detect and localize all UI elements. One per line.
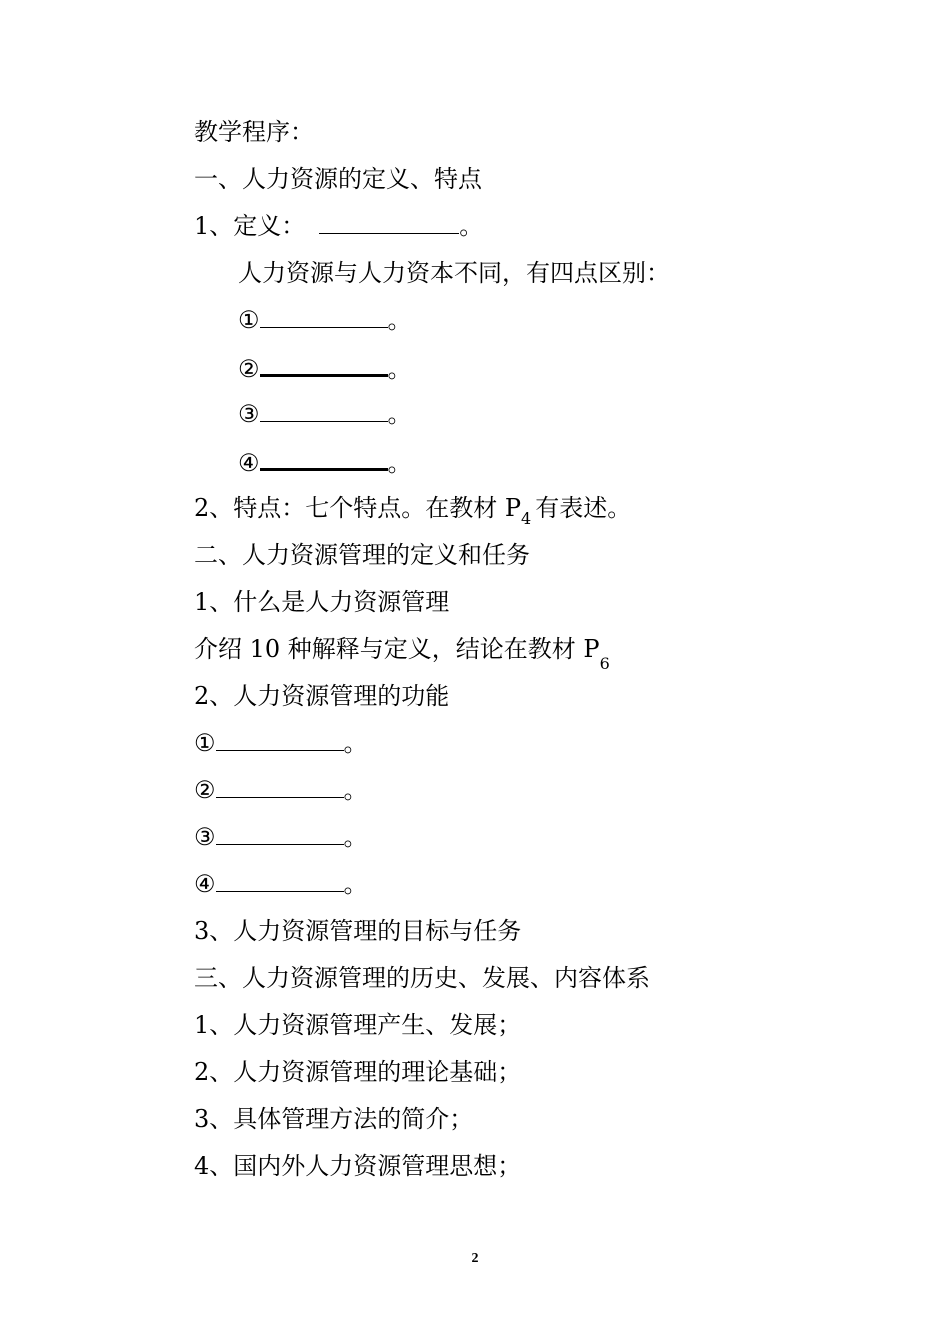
item-marker: ③ (238, 400, 260, 428)
page-subscript: 6 (599, 654, 610, 673)
difference-blank-1 (260, 305, 388, 328)
item-end: 。 (343, 823, 368, 851)
section-3-heading: 三、人力资源管理的历史、发展、内容体系 (194, 964, 650, 992)
item-marker: ① (238, 306, 260, 334)
item-end: 。 (343, 776, 368, 804)
item-marker: ④ (194, 870, 216, 898)
difference-blank-3 (260, 399, 388, 422)
item-marker: ② (238, 355, 260, 383)
section-1-heading: 一、人力资源的定义、特点 (194, 165, 482, 193)
features-label: 2、特点：七个特点。在教材 P (194, 494, 522, 522)
difference-intro: 人力资源与人力资本不同，有四点区别： (238, 259, 670, 287)
definition-end: 。 (459, 212, 484, 240)
definition-blank (319, 211, 459, 234)
definitions-intro-text: 介绍 10 种解释与定义，结论在教材 P (194, 635, 600, 663)
function-item-1 (194, 728, 368, 758)
item-marker: ④ (238, 449, 260, 477)
item-end: 。 (387, 400, 412, 428)
list-item: 2、人力资源管理的理论基础； (194, 1058, 522, 1086)
function-item-4 (194, 869, 368, 899)
item-marker: ③ (194, 823, 216, 851)
doc-title: 教学程序： (194, 118, 314, 146)
difference-item-1 (238, 305, 412, 335)
item-marker: ② (194, 776, 216, 804)
page-subscript: 4 (521, 509, 532, 528)
item-end: 。 (343, 729, 368, 757)
difference-blank-2 (260, 352, 388, 377)
function-blank-1 (216, 728, 344, 751)
list-item: 4、国内外人力资源管理思想； (194, 1152, 522, 1180)
difference-item-4 (238, 446, 412, 478)
definitions-intro (194, 634, 610, 673)
list-item: 3、具体管理方法的简介； (194, 1105, 474, 1133)
item-end: 。 (387, 449, 412, 477)
function-blank-2 (216, 775, 344, 798)
function-blank-3 (216, 822, 344, 845)
features-end: 有表述。 (535, 494, 632, 522)
difference-blank-4 (260, 446, 388, 471)
question-1: 1、什么是人力资源管理 (194, 588, 450, 616)
question-2: 2、人力资源管理的功能 (194, 682, 450, 710)
item-marker: ① (194, 729, 216, 757)
difference-item-2 (238, 352, 412, 384)
list-item: 1、人力资源管理产生、发展； (194, 1011, 522, 1039)
page-number: 2 (471, 1251, 479, 1266)
features-line (194, 493, 631, 526)
difference-item-3 (238, 399, 412, 429)
item-end: 。 (387, 306, 412, 334)
function-item-3 (194, 822, 368, 852)
definition-label: 1、定义： (194, 212, 306, 240)
function-item-2 (194, 775, 368, 805)
section-2-heading: 二、人力资源管理的定义和任务 (194, 541, 530, 569)
function-blank-4 (216, 869, 344, 892)
definition-line (194, 211, 483, 241)
question-3: 3、人力资源管理的目标与任务 (194, 917, 522, 945)
item-end: 。 (343, 870, 368, 898)
item-end: 。 (387, 355, 412, 383)
